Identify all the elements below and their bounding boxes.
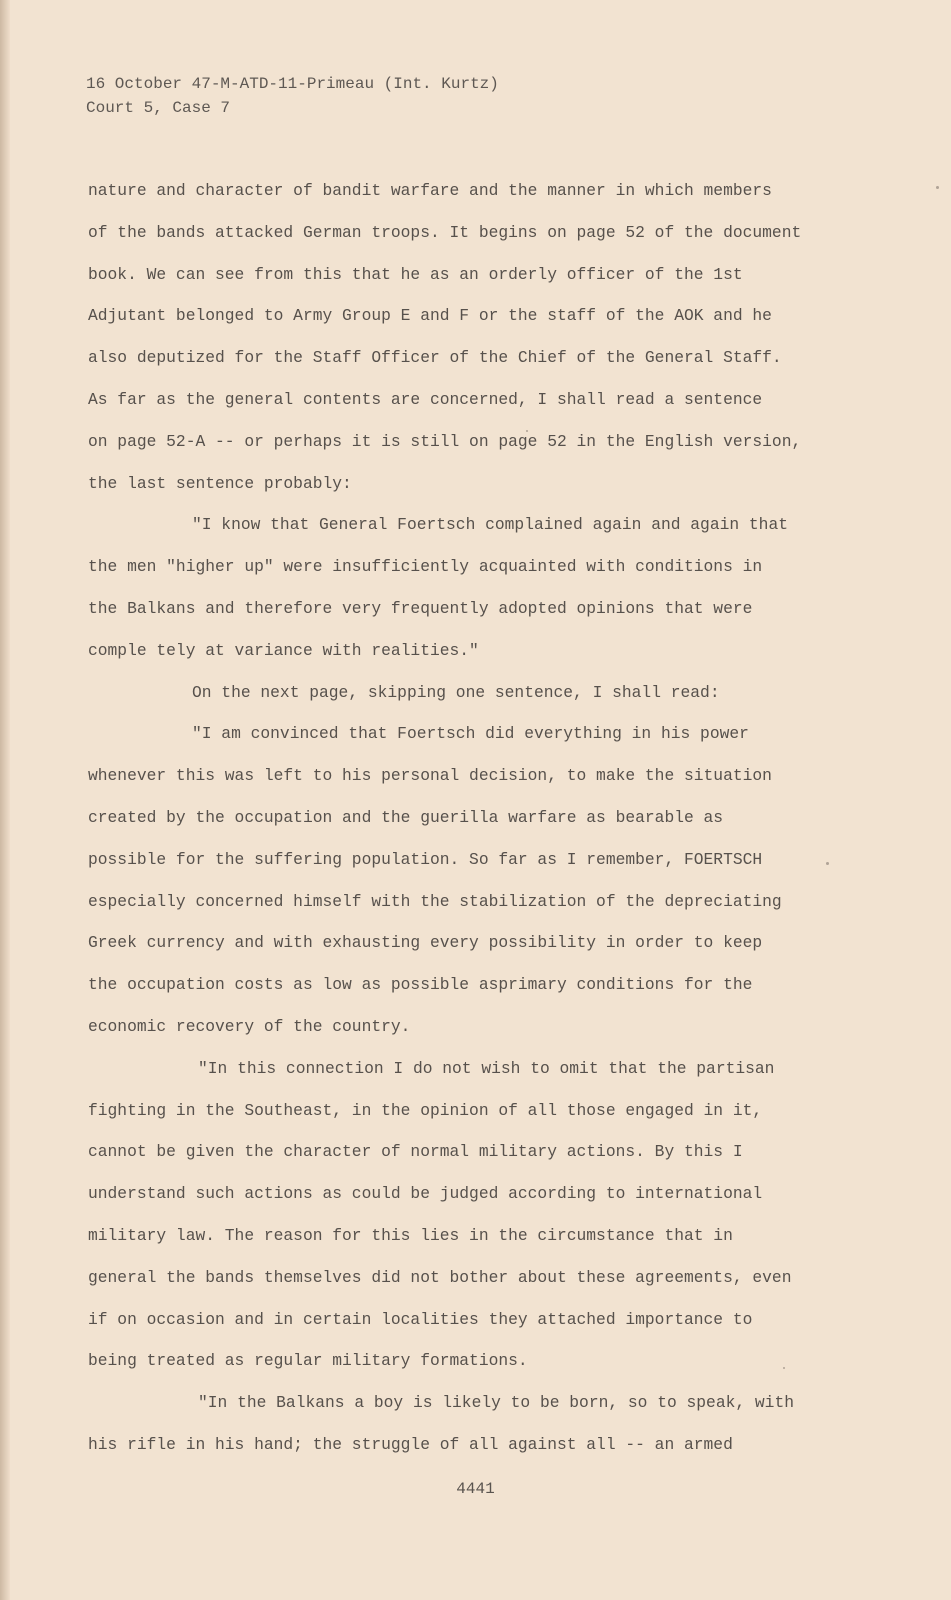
text-line: if on occasion and in certain localities they attached importance to <box>88 1309 753 1329</box>
text-line: book. We can see from this that he as an orderly officer of the 1st <box>88 264 743 284</box>
text-line: Greek currency and with exhausting every possibility in order to keep <box>88 933 763 953</box>
text-line: his rifle in his hand; the struggle of all against all -- an armed <box>88 1434 733 1454</box>
paper-speck <box>826 862 829 865</box>
text-line: nature and character of bandit warfare and the manner in which members <box>88 181 772 200</box>
text-line: understand such actions as could be judged according to international <box>88 1184 763 1204</box>
text-line: As far as the general contents are concerned, I shall read a sentence <box>88 389 763 409</box>
text-line: created by the occupation and the guerilla warfare as bearable as <box>88 807 724 827</box>
text-line: whenever this was left to his personal decision, to make the situation <box>88 766 772 786</box>
text-line-quote-start: "In the Balkans a boy is likely to be born, so to speak, with <box>198 1393 794 1413</box>
text-line-quote-start: "In this connection I do not wish to omit that the partisan <box>198 1058 775 1078</box>
paper-speck <box>526 430 528 432</box>
text-line: on page 52-A -- or perhaps it is still on page 52 in the English version, <box>88 431 802 451</box>
text-line: Adjutant belonged to Army Group E and F or the staff of the AOK and he <box>88 306 772 326</box>
text-line: being treated as regular military formations. <box>88 1351 528 1371</box>
text-line: the occupation costs as low as possible asprimary conditions for the <box>88 975 753 995</box>
text-line: the men "higher up" were insufficiently acquainted with conditions in <box>88 557 763 577</box>
text-line-quote-start: "I am convinced that Foertsch did everything in his power <box>192 724 749 744</box>
text-line: of the bands attacked German troops. It begins on page 52 of the document <box>88 222 802 242</box>
text-line: also deputized for the Staff Officer of the Chief of the General Staff. <box>88 348 782 368</box>
text-line: cannot be given the character of normal military actions. By this I <box>88 1142 743 1162</box>
text-line: possible for the suffering population. So far as I remember, FOERTSCH <box>88 849 763 869</box>
text-line: the Balkans and therefore very frequently adopted opinions that were <box>88 598 753 618</box>
text-line: the last sentence probably: <box>88 473 352 493</box>
text-line: comple tely at variance with realities." <box>88 640 479 660</box>
text-line: military law. The reason for this lies in the circumstance that in <box>88 1225 733 1245</box>
text-line-paragraph-start: On the next page, skipping one sentence, I shall read: <box>192 682 720 702</box>
header-line-court-case: Court 5, Case 7 <box>86 99 231 117</box>
text-line: general the bands themselves did not bother about these agreements, even <box>88 1267 792 1287</box>
paper-speck <box>783 1367 785 1369</box>
text-line: fighting in the Southeast, in the opinion of all those engaged in it, <box>88 1100 763 1120</box>
text-line: economic recovery of the country. <box>88 1016 411 1036</box>
paper-edge <box>0 0 10 1600</box>
text-line: especially concerned himself with the stabilization of the depreciating <box>88 891 782 911</box>
document-header <box>86 72 499 120</box>
document-body <box>88 170 848 1466</box>
text-line-quote-start: "I know that General Foertsch complained again and again that <box>192 515 788 535</box>
page-number: 4441 <box>456 1480 495 1498</box>
paper-speck <box>936 186 939 189</box>
header-line-date-reference: 16 October 47-M-ATD-11-Primeau (Int. Kurtz) <box>86 75 499 93</box>
